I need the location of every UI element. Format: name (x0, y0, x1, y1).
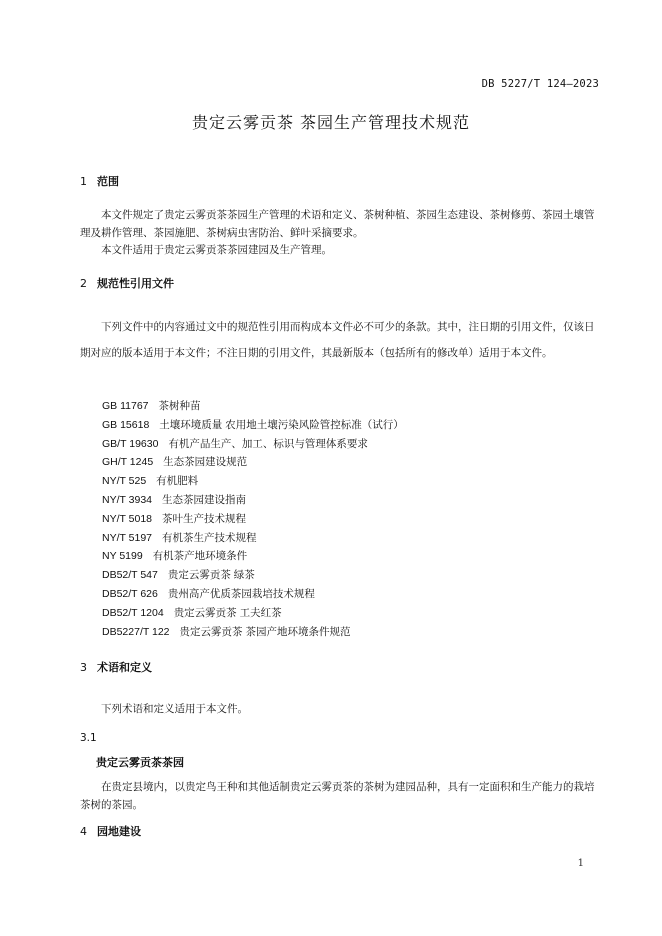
section-number: 1 (80, 175, 87, 188)
reference-code: GB/T 19630 (102, 437, 159, 450)
reference-code: DB52/T 626 (102, 587, 158, 600)
term-number: 3.1 (80, 732, 97, 744)
reference-item (102, 491, 404, 510)
section-2-heading (80, 275, 174, 291)
term-name: 贵定云雾贡茶茶园 (96, 756, 184, 769)
document-title: 贵定云雾贡茶 茶园生产管理技术规范 (191, 113, 471, 132)
reference-code: GB 11767 (102, 400, 149, 412)
reference-name: 贵定云雾贡茶 绿茶 (167, 569, 255, 582)
reference-code: DB5227/T 122 (102, 625, 170, 638)
reference-code: NY/T 525 (102, 475, 147, 488)
reference-name: 生态茶园建设指南 (162, 493, 247, 506)
normative-intro: 下列文件中的内容通过文中的规范性引用而构成本文件必不可少的条款。其中，注日期的引用文件，仅该日期对应的版本适用于本文件；不注日期的引用文件，其最新版本（包括所有的修改单）适用于本文件。 (80, 321, 595, 359)
section-3-heading (80, 659, 152, 675)
section-title: 范围 (97, 175, 119, 188)
reference-name: 有机产品生产、加工、标识与管理体系要求 (168, 437, 368, 450)
reference-name: 有机肥料 (156, 475, 199, 488)
reference-code: NY/T 3934 (102, 493, 153, 506)
reference-item (102, 529, 404, 548)
reference-item (102, 453, 404, 472)
reference-code: DB52/T 547 (102, 569, 158, 582)
reference-name: 贵定云雾贡茶 茶园产地环境条件规范 (179, 625, 351, 638)
reference-list (102, 397, 404, 641)
reference-name: 有机茶产地环境条件 (152, 550, 248, 563)
reference-item (102, 547, 404, 566)
reference-item (102, 566, 404, 585)
reference-item (102, 510, 404, 529)
section-title: 园地建设 (97, 825, 141, 838)
section-1-heading (80, 173, 119, 189)
page-number: 1 (577, 858, 584, 869)
section-title: 术语和定义 (97, 661, 152, 674)
reference-code: NY/T 5018 (102, 512, 153, 525)
reference-item (102, 585, 404, 604)
section-number: 4 (80, 825, 87, 838)
section-number: 3 (80, 661, 87, 674)
standard-code: DB 5227/T 124—2023 (481, 78, 599, 90)
reference-item (102, 623, 404, 642)
term-definition: 在贵定县境内，以贵定鸟王种和其他适制贵定云雾贡茶的茶树为建园品种，具有一定面积和生产能力的栽培茶树的茶园。 (80, 781, 595, 811)
reference-code: DB52/T 1204 (102, 606, 164, 619)
reference-name: 有机茶生产技术规程 (162, 531, 257, 544)
reference-item (102, 472, 404, 491)
terms-intro: 下列术语和定义适用于本文件。 (101, 703, 248, 715)
reference-item (102, 435, 404, 454)
reference-name: 茶树种苗 (158, 400, 201, 412)
reference-code: NY 5199 (102, 550, 143, 563)
reference-name: 贵州高产优质茶园栽培技术规程 (167, 587, 315, 600)
section-title: 规范性引用文件 (97, 277, 174, 290)
reference-name: 生态茶园建设规范 (163, 456, 248, 469)
scope-paragraph-1: 本文件规定了贵定云雾贡茶茶园生产管理的术语和定义、茶树种植、茶园生态建设、茶树修剪、茶园土壤管理及耕作管理、茶园施肥、茶树病虫害防治、鲜叶采摘要求。 (80, 209, 595, 239)
reference-item (102, 416, 404, 435)
reference-item (102, 397, 404, 416)
reference-name: 茶叶生产技术规程 (162, 512, 247, 525)
reference-code: NY/T 5197 (102, 531, 153, 544)
section-number: 2 (80, 277, 87, 290)
reference-code: GB 15618 (102, 418, 150, 431)
reference-code: GH/T 1245 (102, 456, 154, 469)
reference-name: 土壤环境质量 农用地土壤污染风险管控标准（试行） (159, 418, 404, 431)
scope-paragraph-2: 本文件适用于贵定云雾贡茶茶园建园及生产管理。 (101, 244, 332, 256)
reference-item (102, 604, 404, 623)
section-4-heading (80, 823, 141, 839)
reference-name: 贵定云雾贡茶 工夫红茶 (173, 606, 282, 619)
